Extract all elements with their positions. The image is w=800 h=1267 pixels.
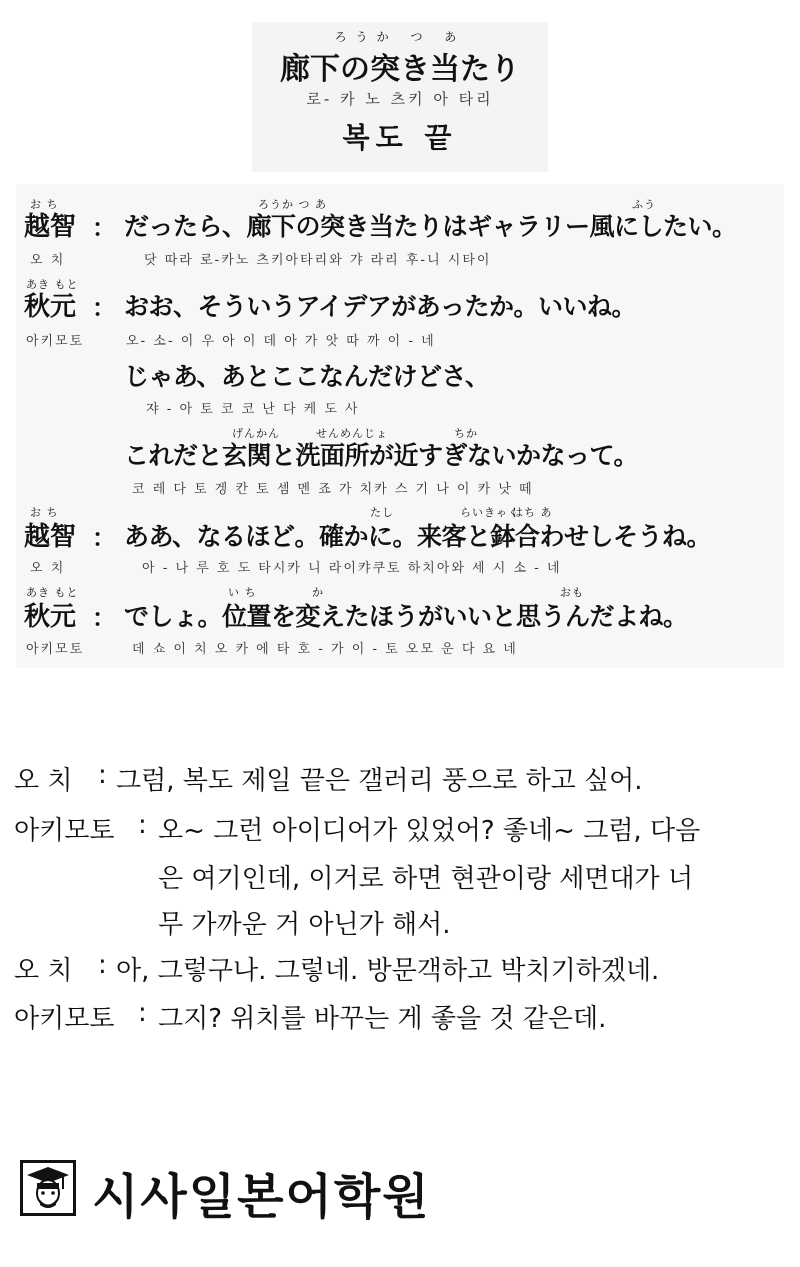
- translation-speaker: 아키모토: [14, 1004, 115, 1034]
- speaker-furigana: お ち: [30, 506, 59, 519]
- speaker-colon: ：: [92, 294, 116, 322]
- translation-colon: :: [98, 760, 107, 790]
- line-reading: 오- 소- 이 우 아 이 데 아 가 앗 따 까 이 - 네: [126, 334, 436, 349]
- line-furigana: おも: [560, 586, 584, 599]
- title-box: [252, 22, 548, 172]
- academy-name: 시사일본어학원: [92, 1169, 431, 1225]
- dialogue-line: でしょ。位置を変えたほうがいいと思うんだよね。: [124, 602, 688, 631]
- speaker-name: 越智: [24, 212, 77, 242]
- speaker-colon: ：: [92, 604, 116, 632]
- dialogue-line: だったら、廊下の突き当たりはギャラリー風にしたい。: [124, 212, 737, 241]
- graduate-face-icon: [20, 1160, 76, 1216]
- speaker-colon: ：: [92, 214, 116, 242]
- translation-colon: :: [98, 950, 107, 980]
- translation-line: 그럼, 복도 제일 끝은 갤러리 풍으로 하고 싶어.: [116, 766, 643, 796]
- speaker-furigana: あき もと: [26, 586, 79, 599]
- speaker-colon: ：: [92, 524, 116, 552]
- translation-speaker: 오 치: [14, 766, 73, 796]
- line-reading: 아 - 나 루 호 도 타시카 니 라이캬쿠토 하치아와 세 시 소 - 네: [142, 561, 562, 576]
- line-furigana: せんめんじょ: [316, 427, 388, 440]
- translation-line: 그지? 위치를 바꾸는 게 좋을 것 같은데.: [158, 1004, 607, 1034]
- translation-line: 무 가까운 거 아닌가 해서.: [158, 910, 451, 940]
- speaker-furigana: あき もと: [26, 278, 79, 291]
- translation-line: 오~ 그런 아이디어가 있었어? 좋네~ 그럼, 다음: [158, 816, 701, 846]
- line-furigana: か: [312, 586, 324, 599]
- line-furigana: ろうか つ あ: [258, 198, 327, 211]
- dialogue-line: ああ、なるほど。確かに。来客と鉢合わせしそうね。: [124, 522, 712, 551]
- line-furigana: らいきゃく: [460, 506, 520, 519]
- line-reading: 닷 따라 로-카노 츠키아타리와 갸 라리 후-니 시타이: [144, 253, 492, 268]
- speaker-name: 越智: [24, 522, 77, 552]
- line-furigana: ちか: [454, 427, 478, 440]
- translation-line: 은 여기인데, 이거로 하면 현관이랑 세면대가 너: [158, 864, 694, 894]
- speaker-furigana: お ち: [30, 198, 59, 211]
- line-reading: 코 레 다 토 겡 칸 토 셈 멘 죠 가 치카 스 기 나 이 카 낫 떼: [132, 482, 534, 497]
- line-reading: 데 쇼 이 치 오 카 에 타 호 - 가 이 - 토 오모 운 다 요 네: [132, 642, 518, 657]
- title-furigana: ろうか つ あ: [334, 30, 466, 44]
- translation-speaker: 오 치: [14, 956, 73, 986]
- title-reading: 로- 카 노 츠키 아 타리: [306, 90, 494, 108]
- dialogue-line: おお、そういうアイデアがあったか。いいね。: [124, 292, 637, 321]
- line-furigana: はち あ: [512, 506, 553, 519]
- speaker-reading: 오 치: [30, 561, 66, 576]
- translation-speaker: 아키모토: [14, 816, 115, 846]
- speaker-name: 秋元: [24, 292, 77, 322]
- speaker-name: 秋元: [24, 602, 77, 632]
- line-furigana: たし: [370, 506, 394, 519]
- speaker-reading: 오 치: [30, 253, 66, 268]
- graduate-face-graphic: [23, 1163, 73, 1213]
- academy-logo: [20, 1156, 440, 1225]
- speaker-reading: 아키모토: [26, 334, 85, 349]
- dialogue-line: これだと玄関と洗面所が近すぎないかなって。: [124, 441, 639, 470]
- line-furigana: げんかん: [232, 427, 280, 440]
- line-furigana: ふう: [632, 198, 656, 211]
- translation-colon: :: [138, 810, 147, 840]
- title-korean: 복도 끝: [342, 121, 458, 154]
- title-japanese: 廊下の突き当たり: [280, 52, 520, 87]
- speaker-reading: 아키모토: [26, 642, 85, 657]
- dialogue-line: じゃあ、あとここなんだけどさ、: [124, 362, 490, 391]
- line-furigana: い ち: [228, 586, 257, 599]
- translation-colon: :: [138, 998, 147, 1028]
- line-reading: 쟈 - 아 토 코 코 난 다 케 도 사: [146, 402, 360, 417]
- translation-line: 아, 그렇구나. 그렇네. 방문객하고 박치기하겠네.: [116, 956, 660, 986]
